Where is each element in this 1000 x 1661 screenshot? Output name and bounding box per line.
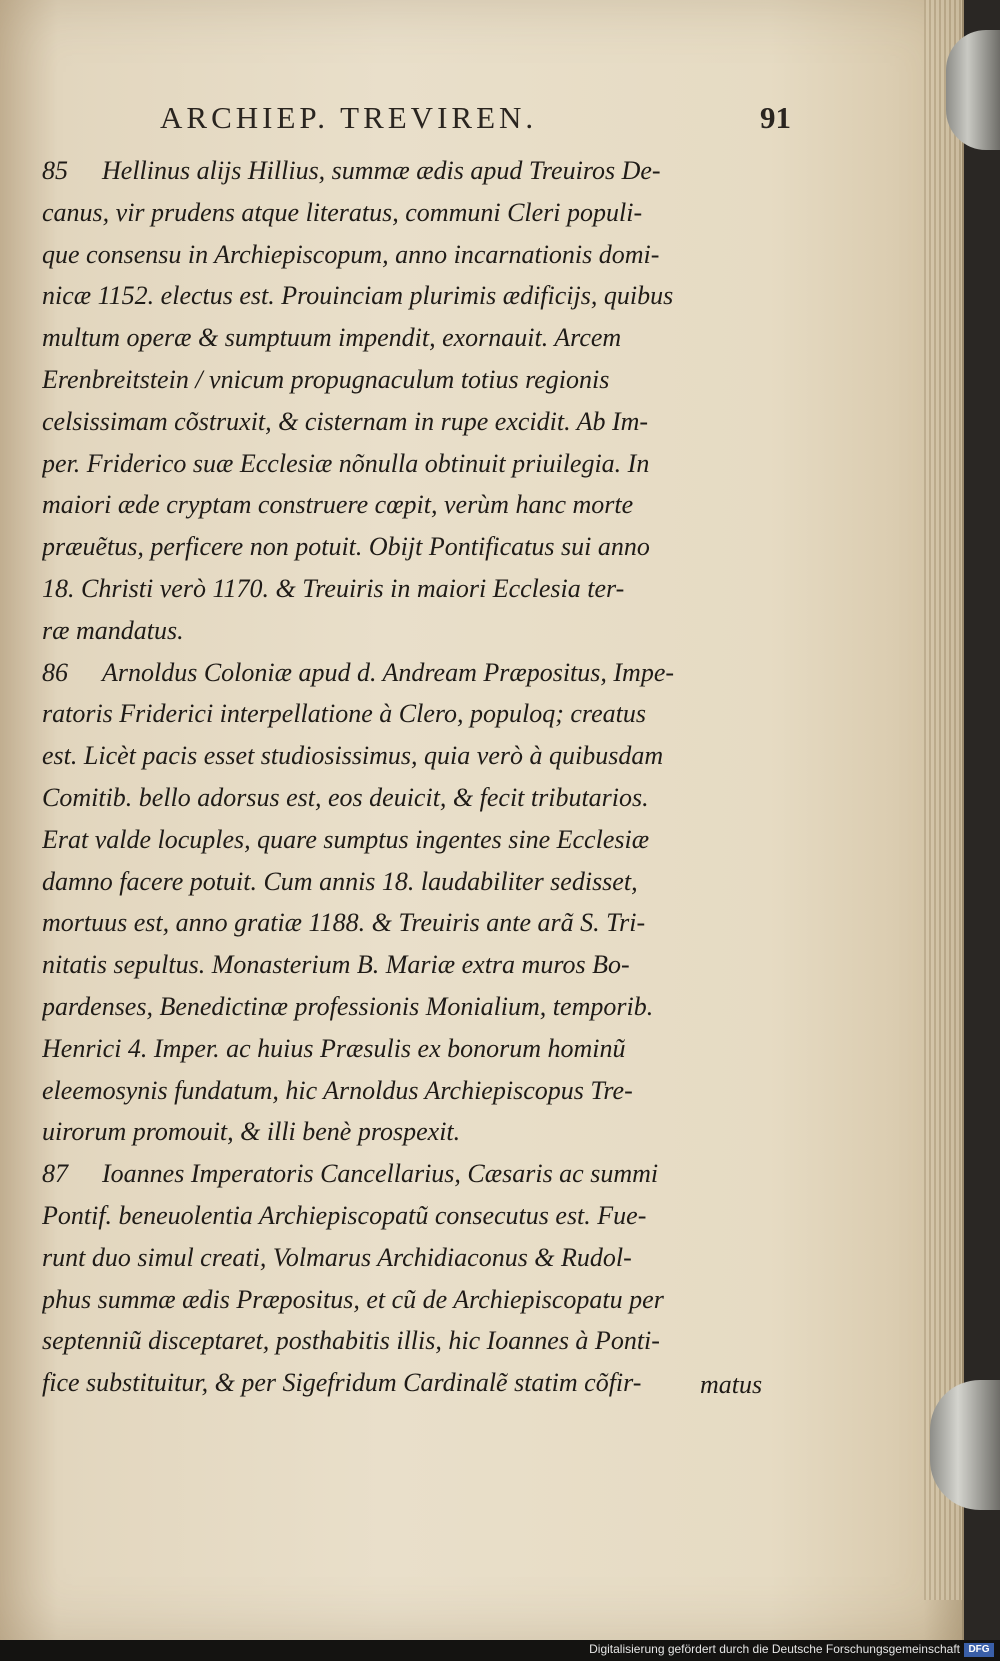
text-line: nicæ 1152. electus est. Prouinciam plurimis ædificijs, quibus	[42, 281, 674, 311]
text-line: fice substituitur, & per Sigefridum Cardinalẽ statim cõfir-	[42, 1368, 642, 1398]
entry-85	[42, 150, 782, 652]
page-edge	[924, 0, 962, 1600]
running-head: ARCHIEP. TREVIREN.	[160, 100, 538, 135]
text-line: est. Licèt pacis esset studiosissimus, quia verò à quibusdam	[42, 741, 664, 771]
entry-number: 85	[42, 156, 68, 185]
page-number: 91	[760, 100, 791, 135]
text-line: celsissimam cõstruxit, & cisternam in rupe excidit. Ab Im-	[42, 406, 649, 436]
text-line: que consensu in Archiepiscopum, anno incarnationis domi-	[42, 239, 660, 269]
text-line: septenniũ disceptaret, posthabitis illis, hic Ioannes à Ponti-	[42, 1326, 660, 1356]
text-line: mortuus est, anno gratiæ 1188. & Treuiris ante arã S. Tri-	[42, 908, 646, 938]
text-line: Erenbreitstein / vnicum propugnaculum totius regionis	[42, 364, 610, 394]
text-line: multum operæ & sumptuum impendit, exornauit. Arcem	[42, 323, 622, 353]
book-clasp-top	[946, 30, 1000, 150]
catchword: matus	[700, 1370, 763, 1399]
entry-87	[42, 1153, 782, 1404]
text-line: 86 Arnoldus Coloniæ apud d. Andream Præpositus, Impe-	[42, 652, 782, 694]
entry-86	[42, 652, 782, 1154]
footer-bar	[0, 1640, 1000, 1661]
text-line: ræ mandatus.	[42, 615, 184, 645]
entry-number: 87	[42, 1159, 68, 1189]
text-line: canus, vir prudens atque literatus, communi Cleri populi-	[42, 197, 643, 227]
text-line: Pontif. beneuolentia Archiepiscopatũ consecutus est. Fue-	[42, 1200, 647, 1230]
text-line: phus summæ ædis Præpositus, et cũ de Archiepiscopatu per	[42, 1284, 664, 1314]
text-line: uirorum promouit, & illi benè prospexit.	[42, 1117, 461, 1147]
text-line: 85 Hellinus alijs Hillius, summæ ædis apud Treuiros De-	[42, 150, 782, 192]
page-header	[160, 100, 800, 140]
dfg-logo: DFG	[964, 1643, 994, 1657]
text-line: Henrici 4. Imper. ac huius Præsulis ex bonorum hominũ	[42, 1033, 626, 1063]
text-line: ratoris Friderici interpellatione à Clero, populoq; creatus	[42, 699, 646, 729]
book-clasp-bottom	[930, 1380, 1000, 1510]
text-line: per. Friderico suæ Ecclesiæ nõnulla obtinuit priuilegia. In	[42, 448, 650, 478]
text-line: maiori æde cryptam construere cœpit, verùm hanc morte	[42, 490, 634, 520]
text-line: 18. Christi verò 1170. & Treuiris in maiori Ecclesia ter-	[42, 573, 625, 603]
text-line: Erat valde locuples, quare sumptus ingentes sine Ecclesiæ	[42, 824, 650, 854]
text-line: Comitib. bello adorsus est, eos deuicit, & fecit tributarios.	[42, 782, 649, 812]
page-text	[42, 150, 782, 1404]
text-line: eleemosynis fundatum, hic Arnoldus Archiepiscopus Tre-	[42, 1075, 633, 1105]
text-line: præuẽtus, perficere non potuit. Obijt Pontificatus sui anno	[42, 532, 650, 562]
text-line: runt duo simul creati, Volmarus Archidiaconus & Rudol-	[42, 1242, 632, 1272]
text-line: pardenses, Benedictinæ professionis Monialium, temporib.	[42, 991, 654, 1021]
text-line: 87 Ioannes Imperatoris Cancellarius, Cæsaris ac summi	[42, 1153, 782, 1195]
text-line: damno facere potuit. Cum annis 18. laudabiliter sedisset,	[42, 866, 638, 896]
footer-credit: Digitalisierung gefördert durch die Deutsche Forschungsgemeinschaft	[589, 1642, 960, 1656]
text-line: nitatis sepultus. Monasterium B. Mariæ extra muros Bo-	[42, 950, 630, 980]
entry-number: 86	[42, 657, 68, 687]
